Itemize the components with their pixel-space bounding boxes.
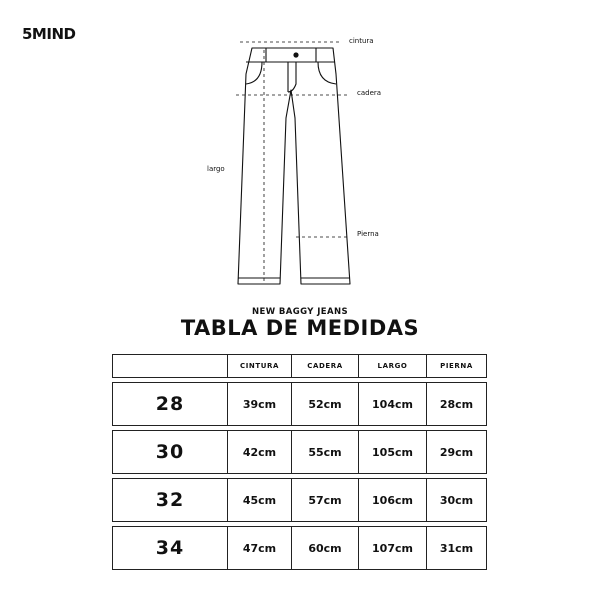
brand-logo: 5MIND	[22, 25, 76, 43]
cintura-cell: 39cm	[228, 383, 292, 426]
fly-curve	[288, 62, 296, 92]
cintura-cell: 47cm	[228, 527, 292, 570]
header-cell-largo: LARGO	[359, 355, 427, 378]
cintura-cell: 42cm	[228, 431, 292, 474]
header-cell-cintura: CINTURA	[228, 355, 292, 378]
product-subtitle: NEW BAGGY JEANS	[252, 307, 348, 317]
header-cell-empty	[113, 355, 228, 378]
length-label: largo	[207, 165, 225, 173]
pierna-cell: 30cm	[427, 479, 487, 522]
size-cell: 30	[113, 431, 228, 474]
pierna-cell: 29cm	[427, 431, 487, 474]
cadera-cell: 60cm	[292, 527, 359, 570]
cintura-cell: 45cm	[228, 479, 292, 522]
hip-label: cadera	[357, 89, 382, 97]
size-chart-table	[112, 354, 487, 570]
right-pocket	[318, 62, 336, 84]
header-cell-cadera: CADERA	[292, 355, 359, 378]
pierna-cell: 31cm	[427, 527, 487, 570]
largo-cell: 104cm	[359, 383, 427, 426]
largo-cell: 107cm	[359, 527, 427, 570]
leg-label: Pierna	[357, 230, 379, 238]
table-row	[113, 383, 487, 426]
table-row	[113, 479, 487, 522]
cadera-cell: 57cm	[292, 479, 359, 522]
cadera-cell: 55cm	[292, 431, 359, 474]
pierna-cell: 28cm	[427, 383, 487, 426]
size-cell: 32	[113, 479, 228, 522]
largo-cell: 106cm	[359, 479, 427, 522]
largo-cell: 105cm	[359, 431, 427, 474]
waist-label: cintura	[349, 37, 374, 45]
table-row	[113, 527, 487, 570]
size-cell: 28	[113, 383, 228, 426]
table-header-row	[113, 355, 487, 378]
header-cell-pierna: PIERNA	[427, 355, 487, 378]
size-cell: 34	[113, 527, 228, 570]
button-icon	[293, 52, 298, 57]
cadera-cell: 52cm	[292, 383, 359, 426]
page-title: TABLA DE MEDIDAS	[180, 316, 420, 340]
table-row	[113, 431, 487, 474]
